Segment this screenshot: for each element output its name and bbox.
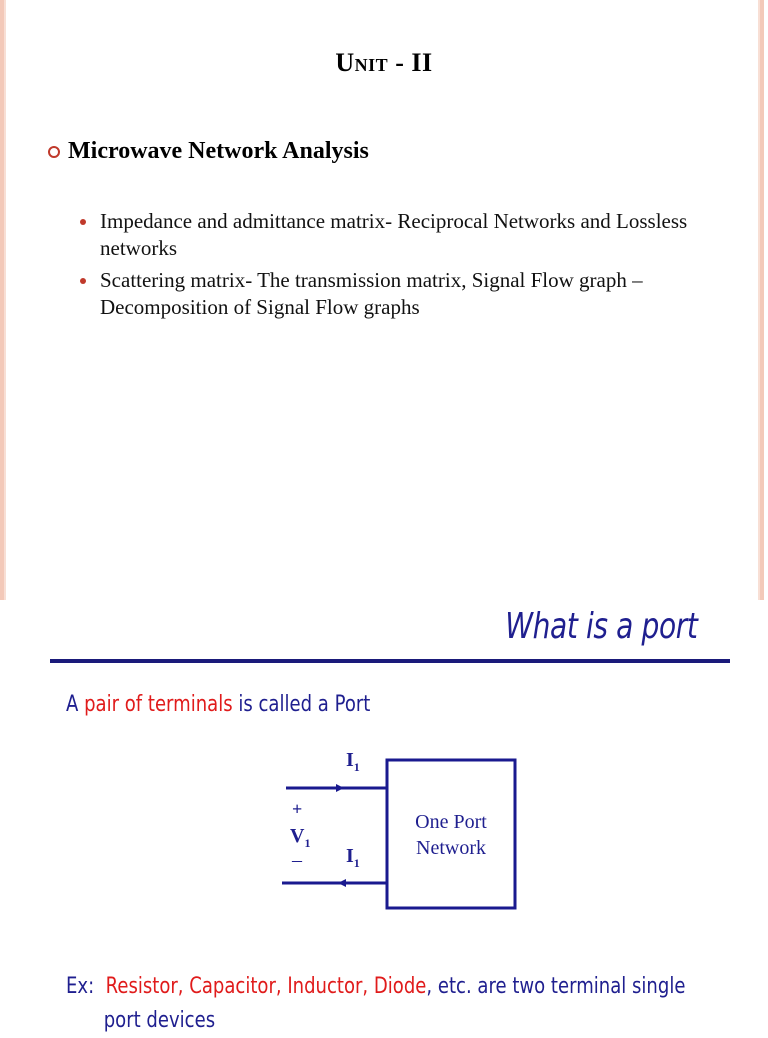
example-highlight: Resistor, Capacitor, Inductor, Diode	[105, 974, 427, 999]
voltage-symbol: V	[290, 825, 305, 847]
definition-part1: A	[66, 692, 85, 717]
title-underline	[50, 659, 730, 663]
box-label-line2: Network	[416, 837, 486, 859]
one-port-network-diagram	[270, 745, 530, 920]
port-definition	[66, 692, 370, 717]
definition-highlight: pair of terminals	[84, 692, 233, 717]
current-bottom-symbol: I	[346, 845, 354, 867]
definition-part2: is called a Port	[232, 692, 371, 717]
sub-bullet-item	[78, 267, 718, 321]
current-top-subscript: 1	[353, 760, 360, 774]
bottom-current-arrow-icon	[338, 879, 346, 887]
minus-sign: –	[292, 849, 302, 871]
example-line2: port devices	[103, 1008, 216, 1033]
example-prefix: Ex:	[66, 974, 106, 999]
voltage-subscript: 1	[304, 836, 311, 850]
dot-bullet-icon	[80, 278, 86, 284]
plus-sign: +	[292, 799, 303, 819]
current-bottom-subscript: 1	[353, 856, 360, 870]
sub-bullet-list	[78, 208, 718, 326]
current-bottom-label	[346, 845, 360, 871]
voltage-label	[290, 825, 310, 851]
dot-bullet-icon	[80, 219, 86, 225]
example-text	[66, 970, 768, 1038]
sub-bullet-text: Scattering matrix- The transmission matrix, Signal Flow graph – Decomposition of Signal Flow graphs	[100, 268, 643, 319]
box-label-line1: One Port	[415, 811, 487, 833]
sub-bullet-item	[78, 208, 718, 262]
main-bullet-text: Microwave Network Analysis	[68, 138, 369, 164]
ring-bullet-icon	[48, 146, 60, 158]
slide-title-what-is-a-port: What is a port	[505, 606, 698, 647]
sub-bullet-text: Impedance and admittance matrix- Reciprocal Networks and Lossless networks	[100, 209, 688, 260]
unit-title: Unit - II	[335, 48, 433, 77]
current-top-symbol: I	[346, 749, 354, 771]
example-rest: , etc. are two terminal single	[426, 974, 686, 999]
network-box-label	[387, 809, 515, 861]
current-top-label	[346, 749, 360, 775]
top-current-arrow-icon	[336, 784, 344, 792]
main-bullet	[48, 138, 369, 165]
